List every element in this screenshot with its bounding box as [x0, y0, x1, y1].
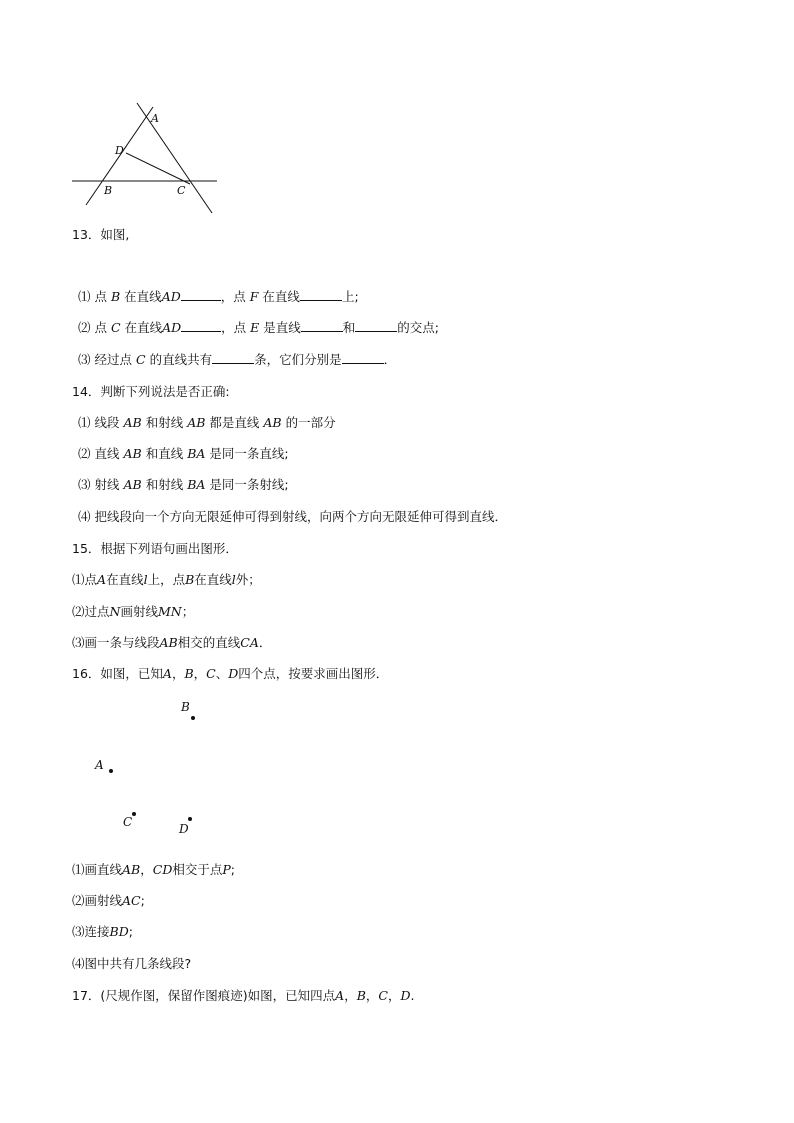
- label-d: D: [115, 144, 124, 157]
- text: 画一条与线段: [84, 635, 160, 650]
- num: ⑵: [78, 446, 91, 461]
- var-mn: MN: [157, 604, 182, 619]
- q14-part1: [78, 414, 336, 432]
- text: 线段: [94, 415, 120, 430]
- answer-blank[interactable]: [181, 288, 221, 301]
- var-e: E: [250, 320, 260, 335]
- text: 图中共有几条线段?: [84, 956, 192, 971]
- q13-part1: [78, 288, 359, 306]
- text: ，: [140, 862, 153, 877]
- text: 是直线: [263, 320, 301, 335]
- text: 都是直线: [209, 415, 260, 430]
- point-label-a: A: [95, 758, 104, 772]
- text: ．: [258, 635, 272, 650]
- var-ab: AB: [159, 635, 178, 650]
- point-a: [109, 769, 113, 773]
- text: 是同一条射线;: [209, 477, 289, 492]
- q15-title: 15．根据下列语句画出图形．: [72, 541, 238, 556]
- text: 四个点，按要求画出图形．: [238, 666, 389, 681]
- text: 经过点: [94, 352, 133, 367]
- text: 条，它们分别是: [254, 352, 342, 367]
- q15-part2: [72, 603, 194, 621]
- num: ⑷: [78, 509, 91, 524]
- text: 17．(尺规作图，保留作图痕迹)如图，已知四点: [72, 988, 336, 1003]
- text: 在直线: [124, 289, 162, 304]
- var-n: N: [109, 604, 121, 619]
- text: ;: [140, 893, 145, 908]
- num: ⑴: [78, 289, 91, 304]
- text: 是同一条直线;: [209, 446, 289, 461]
- q15-part3: [72, 634, 271, 652]
- end: .: [410, 988, 415, 1003]
- var-d: D: [228, 666, 239, 681]
- text: 的一部分: [285, 415, 336, 430]
- point-label-b: B: [181, 700, 190, 714]
- answer-blank[interactable]: [342, 351, 384, 364]
- q15-part1: [72, 571, 261, 589]
- num: ⑵: [78, 320, 91, 335]
- var-ab: AB: [187, 415, 206, 430]
- text: 的交点;: [397, 320, 439, 335]
- var-a: A: [335, 988, 345, 1003]
- point-label-c: C: [123, 815, 133, 829]
- line-dc: [126, 153, 190, 184]
- q17-title: [72, 987, 415, 1005]
- var-ab: AB: [123, 477, 142, 492]
- answer-blank[interactable]: [355, 319, 397, 332]
- q16-part4: [72, 955, 191, 973]
- text: 过点: [84, 604, 110, 619]
- var-ab: AB: [122, 862, 141, 877]
- text: 在直线: [106, 572, 144, 587]
- var-b: B: [185, 572, 195, 587]
- q16-part2: [72, 892, 145, 910]
- answer-blank[interactable]: [212, 351, 254, 364]
- q16-part3: [72, 923, 133, 941]
- text: ;: [230, 862, 236, 877]
- var-b: B: [356, 988, 366, 1003]
- text: 和射线: [145, 477, 184, 492]
- var-c: C: [206, 666, 216, 681]
- text: 上，点: [147, 572, 186, 587]
- text: 和射线: [145, 415, 184, 430]
- q14-part2: [78, 445, 289, 463]
- var-ad: AD: [161, 289, 181, 304]
- sep: ，: [193, 666, 207, 681]
- var-ba: BA: [187, 446, 206, 461]
- var-l: l: [143, 572, 148, 587]
- text: 连接: [84, 924, 110, 939]
- text: 16．如图，已知: [72, 666, 163, 681]
- q13-part2: [78, 319, 439, 337]
- point-b: [191, 716, 195, 720]
- sep: 、: [215, 666, 229, 681]
- text: 射线: [94, 477, 120, 492]
- q14-part3: [78, 476, 289, 494]
- var-ab: AB: [123, 415, 142, 430]
- num: ⑶: [78, 477, 91, 492]
- sep: ，: [365, 988, 379, 1003]
- var-bd: BD: [109, 924, 129, 939]
- num: ⑶: [72, 924, 85, 939]
- q13-figure: [60, 95, 230, 220]
- text: ；: [181, 604, 195, 619]
- var-ab: AB: [123, 446, 142, 461]
- var-ad: AD: [162, 320, 182, 335]
- var-d: D: [400, 988, 411, 1003]
- answer-blank[interactable]: [301, 319, 343, 332]
- text: 画射线: [84, 893, 123, 908]
- text: ，点: [221, 320, 247, 335]
- num: ⑵: [72, 893, 85, 908]
- text: 在直线: [124, 320, 163, 335]
- var-ac: AC: [122, 893, 141, 908]
- text: 的直线共有: [149, 352, 213, 367]
- sep: ，: [388, 988, 401, 1003]
- text: 点: [94, 289, 108, 304]
- text: ，点: [220, 289, 246, 304]
- var-c: C: [378, 988, 388, 1003]
- num: ⑵: [72, 604, 85, 619]
- num: ⑴: [72, 572, 85, 587]
- var-c: C: [111, 320, 121, 335]
- var-b: B: [111, 289, 121, 304]
- var-a: A: [97, 572, 107, 587]
- var-a: A: [162, 666, 172, 681]
- var-l: l: [231, 572, 236, 587]
- var-c: C: [136, 352, 146, 367]
- num: ⑴: [78, 415, 91, 430]
- text: 和直线: [145, 446, 184, 461]
- var-p: P: [222, 862, 231, 877]
- num: ⑷: [72, 956, 85, 971]
- var-ca: CA: [240, 635, 259, 650]
- sep: ，: [344, 988, 357, 1003]
- point-d: [188, 817, 192, 821]
- text: 在直线: [262, 289, 300, 304]
- text: 和: [342, 320, 356, 335]
- label-a: A: [151, 112, 159, 125]
- line-ac: [137, 103, 212, 213]
- point-c: [132, 812, 136, 816]
- text: ;: [128, 924, 133, 939]
- answer-blank[interactable]: [300, 288, 342, 301]
- q16-title: [72, 665, 388, 683]
- var-b: B: [184, 666, 194, 681]
- text: 上;: [341, 289, 359, 304]
- text: 画直线: [84, 862, 123, 877]
- var-ba: BA: [187, 477, 206, 492]
- text: 点: [94, 320, 108, 335]
- num: ⑴: [72, 862, 85, 877]
- num: ⑶: [72, 635, 85, 650]
- text: 把线段向一个方向无限延伸可得到射线，向两个方向无限延伸可得到直线．: [94, 509, 508, 524]
- num: ⑶: [78, 352, 91, 367]
- label-c: C: [177, 184, 186, 197]
- sep: ，: [171, 666, 185, 681]
- point-label-d: D: [179, 822, 189, 836]
- var-f: F: [249, 289, 259, 304]
- q13-title: 13．如图,: [72, 227, 130, 242]
- q13-part3: [78, 351, 396, 369]
- q14-title: 14．判断下列说法是否正确:: [72, 384, 230, 399]
- text: ．: [383, 352, 397, 367]
- text: 点: [84, 572, 98, 587]
- q16-part1: [72, 861, 235, 879]
- answer-blank[interactable]: [181, 319, 221, 332]
- q14-part4: [78, 508, 507, 526]
- text: 外；: [235, 572, 261, 587]
- text: 直线: [94, 446, 120, 461]
- label-b: B: [104, 184, 113, 197]
- text: 画射线: [120, 604, 158, 619]
- text: 在直线: [194, 572, 232, 587]
- text: 相交的直线: [177, 635, 241, 650]
- text: 相交于点: [172, 862, 223, 877]
- var-cd: CD: [152, 862, 173, 877]
- var-ab: AB: [263, 415, 282, 430]
